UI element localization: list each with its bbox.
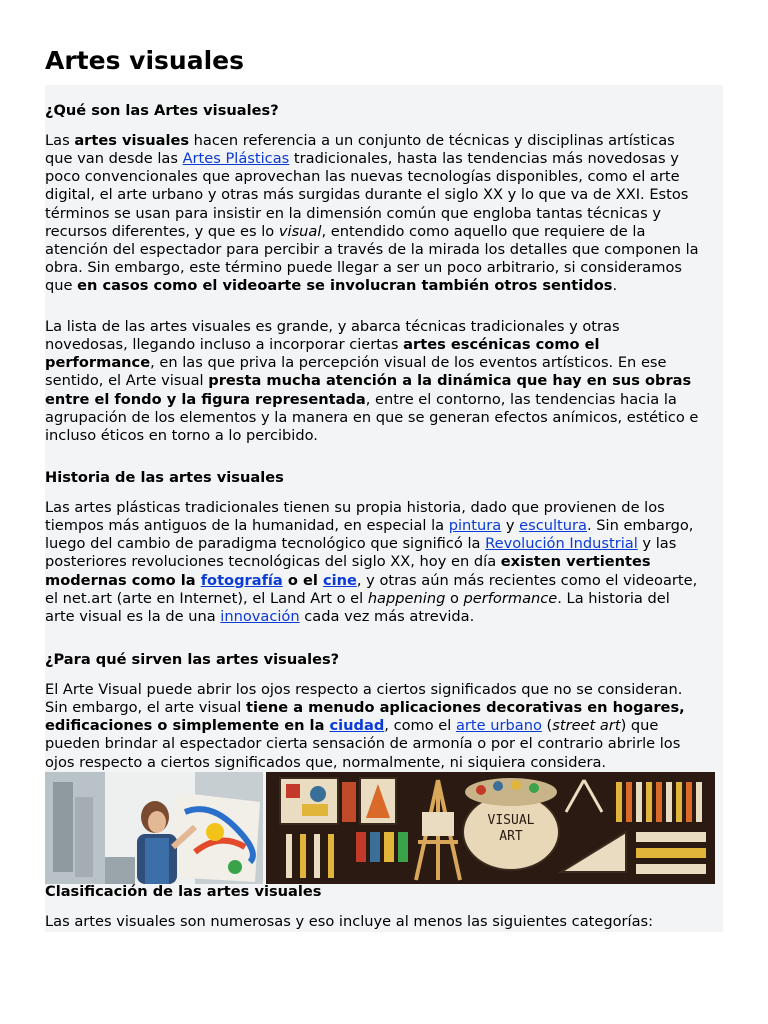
paragraph-clasificacion: Las artes visuales son numerosas y eso incluye al menos las siguientes categorías:: [45, 913, 654, 930]
section-heading-historia: Historia de las artes visuales: [45, 469, 284, 486]
paragraph-para-que: El Arte Visual puede abrir los ojos respecto a ciertos significados que no se consideran. Sin embargo, el arte visual tiene a menudo aplicaciones decorativas en hogares, edificaciones o simplemente en la ciudad, como el arte urbano (street art) que pueden brindar al espectador cierta sensación de armonía o por el contrario abrirle los ojos respecto a ciertos significados que, normalmente, ni siquiera considera.: [45, 681, 685, 771]
paragraph-intro: Las artes visuales hacen referencia a un conjunto de técnicas y disciplinas artísticas que van desde las Artes Plásticas tradicionales, hasta las tendencias más novedosas y poco convencionales que aprovechan las nuevas tecnologías disponibles, como el arte digital, el arte urbano y otras más surgidas durante el siglo XX y lo que va de XXI. Estos términos se usan para insistir en la dimensión común que engloba tantas técnicas y recursos diferentes, y que es lo visual, entendido como aquello que requiere de la atención del espectador para percibir a través de la mirada los detalles que componen la obra. Sin embargo, este término puede llegar a ser un poco arbitrario, si consideramos que en casos como el videoarte se involucran también otros sentidos.: [45, 132, 699, 295]
link-fotografia[interactable]: fotografía: [200, 571, 283, 589]
paragraph-lista: La lista de las artes visuales es grande, y abarca técnicas tradicionales y otras novedosas, llegando incluso a incorporar ciertas artes escénicas como el performance, en las que priva la percepción visual de los eventos artísticos. En ese sentido, el Arte visual presta mucha atención a la dinámica que hay en sus obras entre el fondo y la figura representada, entre el contorno, las tendencias hacia la agrupación de los elementos y la manera en que se generan efectos anímicos, estético e incluso éticos en torno a lo percibido.: [45, 318, 699, 444]
section-heading-que-son: ¿Qué son las Artes visuales?: [45, 102, 279, 119]
svg-text:VISUAL: VISUAL: [487, 813, 535, 828]
page-title: Artes visuales: [45, 46, 244, 75]
image-strip: [45, 772, 715, 884]
section-heading-clasificacion: Clasificación de las artes visuales: [45, 883, 322, 900]
link-innovacion[interactable]: innovación: [220, 607, 300, 625]
link-pintura[interactable]: pintura: [448, 517, 502, 535]
link-escultura[interactable]: escultura: [519, 517, 587, 535]
link-revolucion-industrial[interactable]: Revolución Industrial: [485, 535, 638, 553]
link-arte-urbano[interactable]: arte urbano: [455, 717, 542, 735]
visual-art-collage: [266, 772, 715, 884]
link-artes-plasticas[interactable]: Artes Plásticas: [182, 150, 290, 168]
svg-text:ART: ART: [499, 829, 523, 844]
link-cine[interactable]: cine: [322, 571, 357, 589]
link-ciudad[interactable]: ciudad: [329, 717, 385, 735]
paragraph-historia: Las artes plásticas tradicionales tienen su propia historia, dado que provienen de los tiempos más antiguos de la humanidad, en especial la pintura y escultura. Sin embargo, luego del cambio de paradigma tecnológico que significó la Revolución Industrial y las posteriores revoluciones tecnológicas del siglo XX, hoy en día existen vertientes modernas como la fotografía o el cine, y otras aún más recientes como el videoarte, el net.art (arte en Internet), el Land Art o el happening o performance. La historia del arte visual es la de una innovación cada vez más atrevida.: [45, 499, 698, 625]
section-heading-para-que: ¿Para qué sirven las artes visuales?: [45, 651, 340, 668]
painter-photo: [45, 772, 263, 884]
